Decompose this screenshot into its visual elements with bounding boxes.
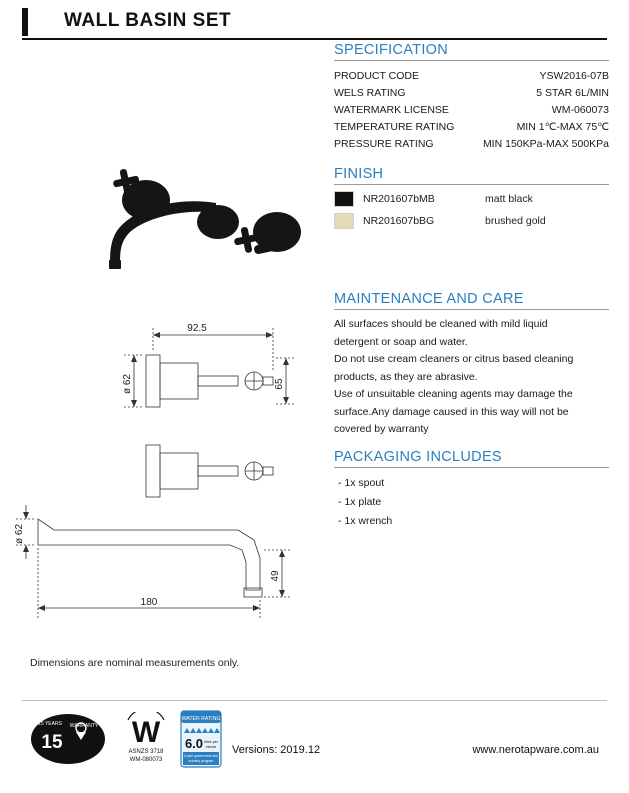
maintenance-line: Use of unsuitable cleaning agents may damage the <box>334 388 573 400</box>
finish-name: brushed gold <box>485 215 546 227</box>
spec-value: YSW2016-07B <box>539 69 609 82</box>
svg-text:industry program: industry program <box>188 759 214 763</box>
page-title: WALL BASIN SET <box>64 10 232 31</box>
maintenance-line: covered by warranty <box>334 423 429 435</box>
finish-code: NR201607bBG <box>363 215 435 227</box>
maintenance-line: surface.Any damage caused in this way will not be <box>334 405 569 418</box>
maintenance-section <box>334 291 609 439</box>
spec-label: WELS RATING <box>334 86 406 99</box>
maintenance-line: detergent or soap and water. <box>334 335 468 348</box>
page-footer <box>22 706 607 776</box>
list-item: - 1x wrench <box>338 514 393 527</box>
water-rating-badge-icon <box>180 710 222 768</box>
svg-text:WARRANTY: WARRANTY <box>69 723 99 729</box>
color-swatch-matt-black <box>334 191 354 207</box>
spec-value: 5 STAR 6L/MIN <box>536 86 609 99</box>
finish-code: NR201607bMB <box>363 193 435 205</box>
table-row <box>334 118 609 135</box>
dim-length-spout: 180 <box>140 597 158 608</box>
warranty-badge-icon <box>30 712 106 766</box>
svg-text:ASNZS 3718: ASNZS 3718 <box>128 749 164 755</box>
website-label: www.nerotapware.com.au <box>472 744 599 756</box>
packaging-divider <box>334 467 609 468</box>
list-item: - 1x spout <box>338 476 385 489</box>
list-item: - 1x plate <box>338 495 382 508</box>
spec-value: MIN 150KPa-MAX 500KPa <box>482 137 609 150</box>
dim-width-top: 92.5 <box>187 323 207 334</box>
spec-label: PRESSURE RATING <box>334 137 434 150</box>
dim-height-spout: 49 <box>270 570 281 582</box>
spec-label: PRODUCT CODE <box>334 69 419 82</box>
specification-divider <box>334 60 609 61</box>
spec-value: MIN 1℃-MAX 75℃ <box>516 120 609 133</box>
svg-text:W: W <box>131 716 161 749</box>
maintenance-line: products, as they are abrasive. <box>334 370 478 383</box>
specification-section <box>334 42 609 152</box>
product-illustration <box>30 70 320 270</box>
header-divider <box>22 38 607 40</box>
spec-value: WM-060073 <box>551 103 609 116</box>
header-accent-bar <box>22 8 28 36</box>
maintenance-line: All surfaces should be cleaned with mild liquid <box>334 318 548 330</box>
svg-text:6.0: 6.0 <box>184 736 204 751</box>
packaging-title: PACKAGING INCLUDES <box>334 448 502 465</box>
svg-text:minute: minute <box>205 745 217 749</box>
table-row <box>334 84 609 101</box>
technical-drawings <box>14 300 324 630</box>
table-row <box>334 101 609 118</box>
dimensions-note: Dimensions are nominal measurements only. <box>30 657 240 669</box>
maintenance-divider <box>334 309 609 310</box>
svg-text:WM-080073: WM-080073 <box>129 757 163 763</box>
specification-table <box>334 67 609 152</box>
svg-text:WATER RATING: WATER RATING <box>181 716 221 722</box>
dim-height-top: 65 <box>274 378 285 390</box>
spec-label: WATERMARK LICENSE <box>334 103 449 116</box>
info-column <box>334 42 609 531</box>
packaging-section <box>334 449 609 531</box>
dim-diameter-top: ø 62 <box>122 373 133 395</box>
list-item <box>334 213 609 229</box>
svg-text:15: 15 <box>41 732 63 753</box>
page-header <box>22 8 607 42</box>
list-item <box>334 191 609 207</box>
table-row <box>334 135 609 152</box>
specification-title: SPECIFICATION <box>334 42 449 58</box>
table-row <box>334 67 609 84</box>
maintenance-title: MAINTENANCE AND CARE <box>334 291 524 307</box>
color-swatch-brushed-gold <box>334 213 354 229</box>
svg-text:litres per: litres per <box>204 740 218 744</box>
svg-text:A joint government and: A joint government and <box>184 754 218 758</box>
finish-divider <box>334 184 609 185</box>
finish-title: FINISH <box>334 166 384 182</box>
spec-label: TEMPERATURE RATING <box>334 120 455 133</box>
maintenance-line: Do not use cream cleaners or citrus based cleaning <box>334 353 574 365</box>
dim-diameter-spout: ø 62 <box>14 523 25 545</box>
svg-text:15 YEARS: 15 YEARS <box>38 721 62 727</box>
watermark-badge-icon <box>118 712 174 766</box>
version-label: Versions: 2019.12 <box>232 744 321 756</box>
finish-name: matt black <box>485 193 533 205</box>
footer-divider <box>22 700 607 701</box>
finish-section <box>334 166 609 229</box>
